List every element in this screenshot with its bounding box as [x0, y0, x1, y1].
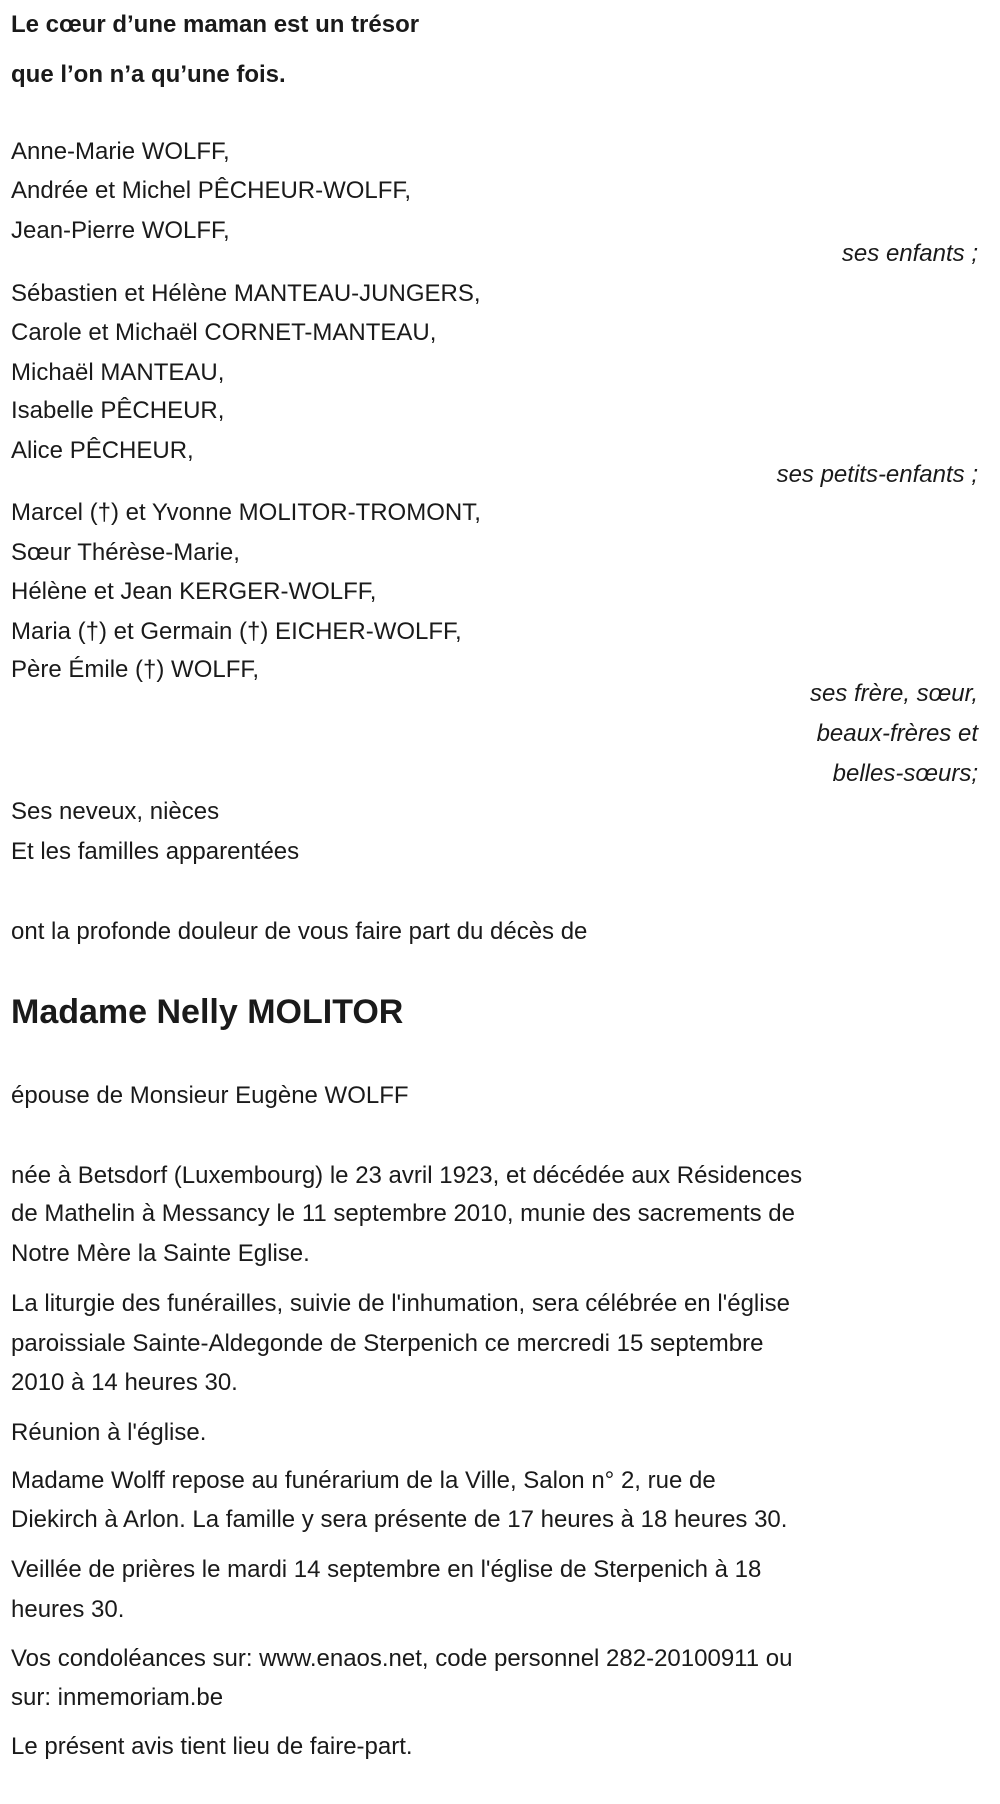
paragraph-line: Notre Mère la Sainte Eglise.: [11, 1240, 310, 1267]
paragraph-line: Le présent avis tient lieu de faire-part.: [11, 1733, 413, 1760]
grandchild-name: Carole et Michaël CORNET-MANTEAU,: [11, 319, 437, 346]
others-line: Et les familles apparentées: [11, 838, 300, 865]
grandchild-name: Isabelle PÊCHEUR,: [11, 397, 225, 424]
paragraph-line: Veillée de prières le mardi 14 septembre en l'église de Sterpenich à 18: [11, 1556, 762, 1583]
child-name: Jean-Pierre WOLFF,: [11, 217, 230, 244]
grandchildren-label: ses petits-enfants ;: [776, 461, 978, 488]
paragraph-line: de Mathelin à Messancy le 11 septembre 2010, munie des sacrements de: [11, 1200, 795, 1227]
others-line: Ses neveux, nièces: [11, 798, 220, 825]
paragraph-line: La liturgie des funérailles, suivie de l'inhumation, sera célébrée en l'église: [11, 1290, 790, 1317]
grandchild-name: Michaël MANTEAU,: [11, 359, 225, 386]
paragraph-line: paroissiale Sainte-Aldegonde de Sterpenich ce mercredi 15 septembre: [11, 1330, 764, 1357]
children-label: ses enfants ;: [841, 240, 978, 267]
sibling-name: Marcel (†) et Yvonne MOLITOR-TROMONT,: [11, 499, 481, 526]
paragraph-line: sur: inmemoriam.be: [11, 1684, 224, 1711]
paragraph-line: Diekirch à Arlon. La famille y sera présente de 17 heures à 18 heures 30.: [11, 1506, 788, 1533]
paragraph-line: heures 30.: [11, 1596, 125, 1623]
siblings-label: beaux-frères et: [816, 720, 978, 747]
child-name: Anne-Marie WOLFF,: [11, 138, 230, 165]
paragraph-line: Madame Wolff repose au funérarium de la Ville, Salon n° 2, rue de: [11, 1467, 716, 1494]
paragraph-line: 2010 à 14 heures 30.: [11, 1369, 238, 1396]
paragraph-line: née à Betsdorf (Luxembourg) le 23 avril 1923, et décédée aux Résidences: [11, 1162, 803, 1189]
deceased-name: Madame Nelly MOLITOR: [11, 993, 404, 1031]
child-name: Andrée et Michel PÊCHEUR-WOLFF,: [11, 177, 412, 204]
spouse-line: épouse de Monsieur Eugène WOLFF: [11, 1082, 409, 1109]
grandchild-name: Alice PÊCHEUR,: [11, 437, 194, 464]
paragraph-line: Vos condoléances sur: www.enaos.net, code personnel 282-20100911 ou: [11, 1645, 793, 1672]
siblings-label: belles-sœurs;: [832, 760, 978, 787]
epigraph-line: que l’on n’a qu’une fois.: [11, 61, 286, 88]
grandchild-name: Sébastien et Hélène MANTEAU-JUNGERS,: [11, 280, 481, 307]
sibling-name: Maria (†) et Germain (†) EICHER-WOLFF,: [11, 618, 462, 645]
sibling-name: Hélène et Jean KERGER-WOLFF,: [11, 578, 377, 605]
siblings-label: ses frère, sœur,: [809, 680, 978, 707]
sibling-name: Sœur Thérèse-Marie,: [11, 539, 240, 566]
epigraph-line: Le cœur d’une maman est un trésor: [11, 11, 420, 38]
announcement: ont la profonde douleur de vous faire part du décès de: [11, 918, 588, 945]
sibling-name: Père Émile (†) WOLFF,: [11, 656, 260, 683]
paragraph-line: Réunion à l'église.: [11, 1419, 207, 1446]
